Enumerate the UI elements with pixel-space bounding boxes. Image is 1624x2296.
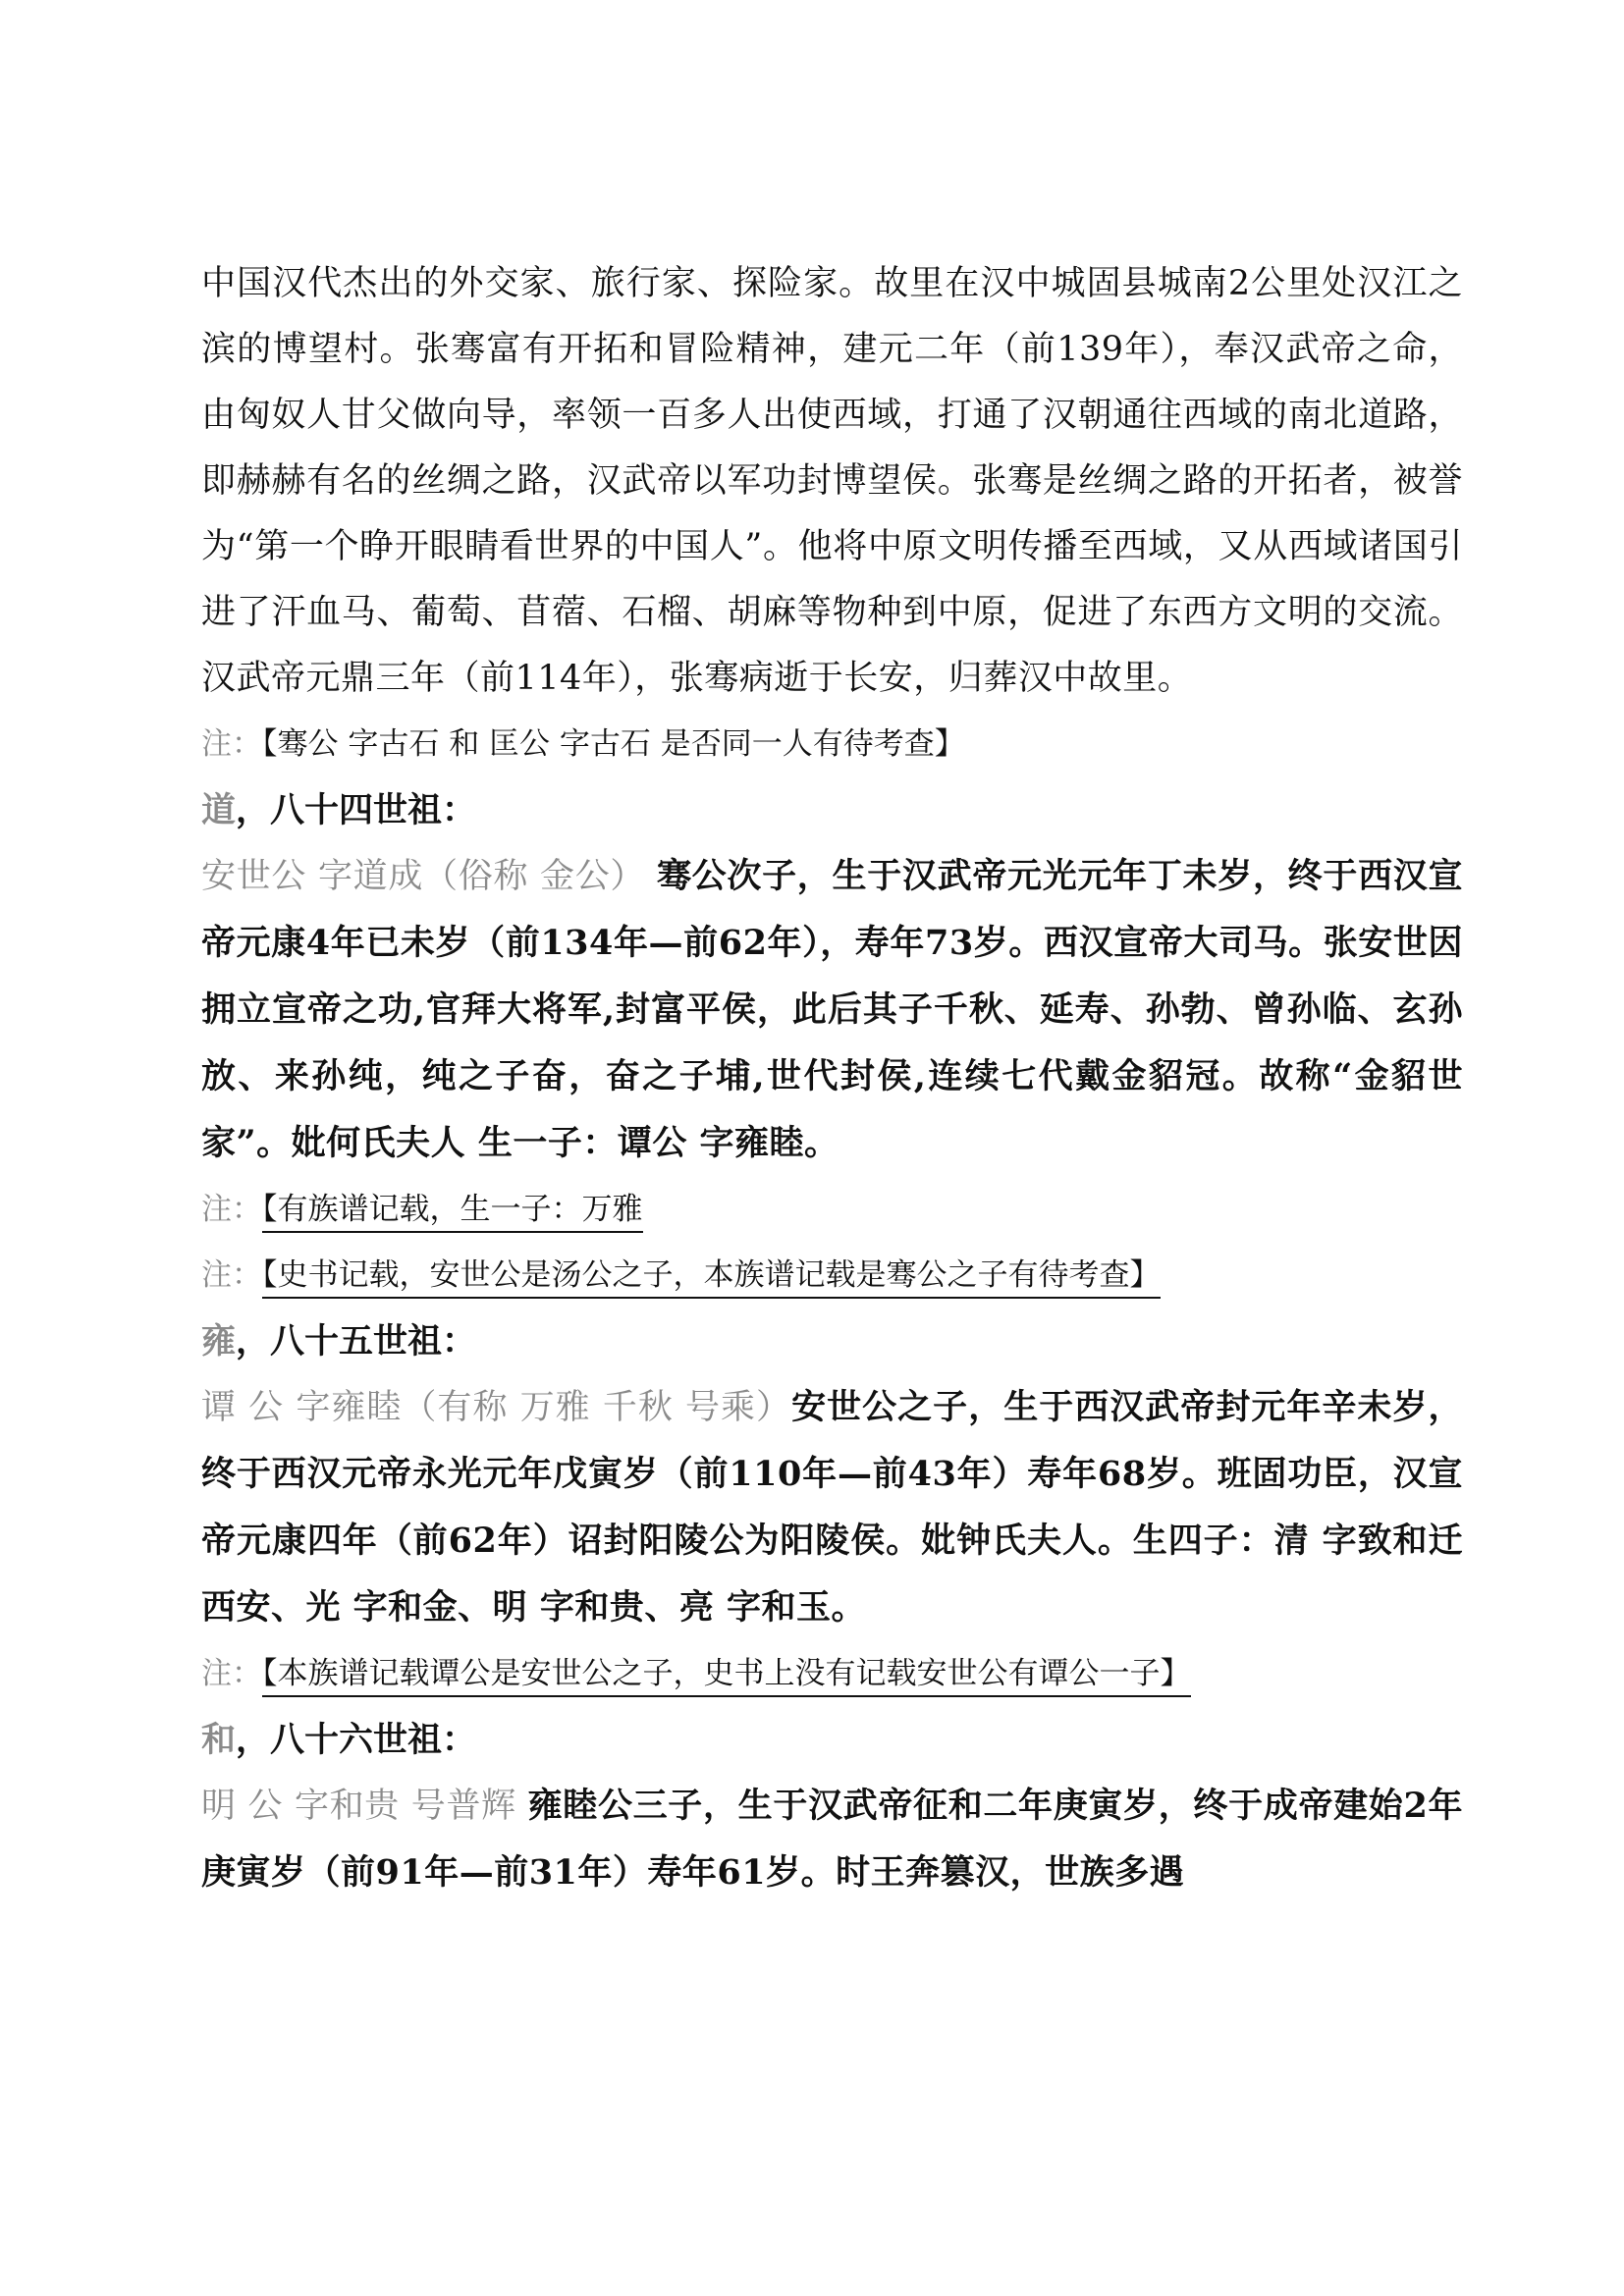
generation-text: ，八十六世祖： <box>236 1720 477 1760</box>
biography-paragraph <box>201 843 1463 1177</box>
generation-char: 雍 <box>201 1321 237 1362</box>
note-label: 注： <box>201 1192 262 1227</box>
generation-char: 和 <box>201 1720 237 1760</box>
note-text: 【有族谱记载，生一子：万雅 <box>262 1192 643 1233</box>
generation-heading <box>201 777 1463 843</box>
note-label: 注： <box>201 726 262 762</box>
document-page <box>201 251 1463 1906</box>
person-name: 明 公 字和贵 号普辉 <box>201 1787 516 1826</box>
generation-heading <box>201 1308 1463 1374</box>
paragraph-text: 中国汉代杰出的外交家、旅行家、探险家。故里在汉中城固县城南2公里处汉江之滨的博望村。张骞富有开拓和冒险精神，建元二年（前139年），奉汉武帝之命，由匈奴人甘父做向导，率领一百多人出使西域，打通了汉朝通往西域的南北道路，即赫赫有名的丝绸之路，汉武帝以军功封博望侯。张骞是丝绸之路的开拓者，被誉为“第一个睁开眼睛看世界的中国人”。他将中原文明传播至西域，又从西域诸国引进了汗血马、葡萄、苜蓿、石榴、胡麻等物种到中原，促进了东西方文明的交流。 汉武帝元鼎三年（前114年），张骞病逝于长安，归葬汉中故里。 <box>201 264 1463 698</box>
person-name: 安世公 字道成（俗称 金公） <box>201 857 646 896</box>
biography-paragraph <box>201 1773 1463 1906</box>
generation-char: 道 <box>201 790 237 830</box>
paragraph-text: 安世公之子，生于西汉武帝封元年辛未岁，终于西汉元帝永光元年戊寅岁（前110年—前43年）寿年68岁。班固功臣，汉宣帝元康四年（前62年）诏封阳陵公为阳陵侯。妣钟氏夫人。生四子：清 字致和迁西安、光 字和金、明 字和贵、亮 字和玉。 <box>201 1387 1463 1628</box>
annotation-note <box>201 1177 1463 1243</box>
note-text: 【本族谱记载谭公是安世公之子，史书上没有记载安世公有谭公一子】 <box>262 1656 1191 1697</box>
note-label: 注： <box>201 1656 262 1691</box>
annotation-note <box>201 1243 1463 1308</box>
generation-text: ，八十五世祖： <box>236 1321 477 1362</box>
biography-paragraph <box>201 1374 1463 1641</box>
note-label: 注： <box>201 1257 262 1293</box>
note-text: 【骞公 字古石 和 匡公 字古石 是否同一人有待考查】 <box>262 726 965 762</box>
person-name: 谭 公 字雍睦（有称 万雅 千秋 号乘） <box>201 1388 792 1427</box>
note-text: 【史书记载，安世公是汤公之子，本族谱记载是骞公之子有待考查】 <box>262 1257 1161 1299</box>
biography-paragraph <box>201 251 1463 712</box>
paragraph-text: 骞公次子，生于汉武帝元光元年丁未岁，终于西汉宣帝元康4年已未岁（前134年—前62年），寿年73岁。西汉宣帝大司马。张安世因拥立宣帝之功,官拜大将军,封富平侯，此后其子千秋、延寿、孙勃、曾孙临、玄孙放、来孙纯，纯之子奋，奋之子埔,世代封侯,连续七代戴金貂冠。故称“金貂世家”。妣何氏夫人 生一子：谭公 字雍睦。 <box>201 856 1463 1163</box>
generation-heading <box>201 1707 1463 1773</box>
generation-text: ，八十四世祖： <box>236 790 477 830</box>
paragraph-text: 雍睦公三子，生于汉武帝征和二年庚寅岁，终于成帝建始2年庚寅岁（前91年—前31年）寿年61岁。时王奔篡汉，世族多遇 <box>201 1786 1463 1893</box>
annotation-note <box>201 712 1463 777</box>
annotation-note <box>201 1641 1463 1707</box>
